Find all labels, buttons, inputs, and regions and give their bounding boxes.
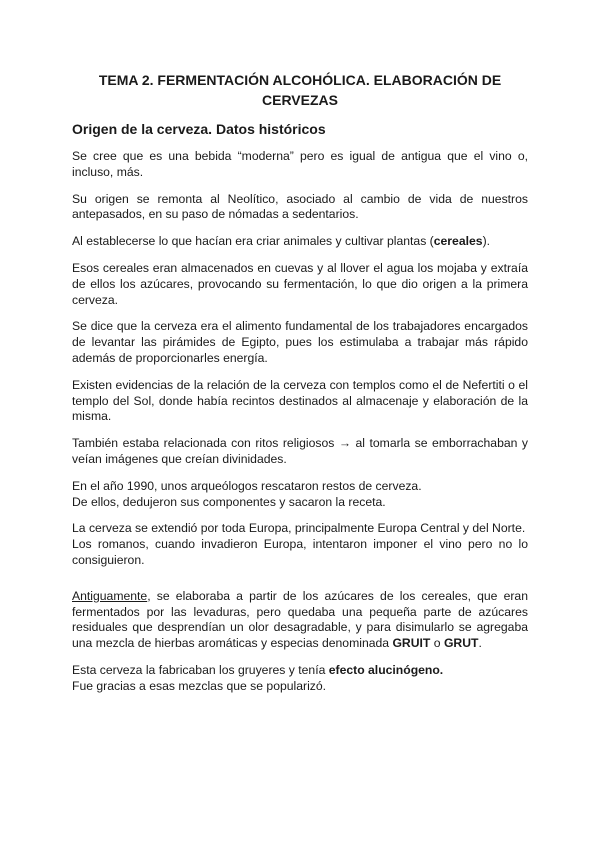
paragraph-11 (72, 663, 528, 695)
paragraph-10-mid: o (430, 636, 444, 651)
paragraph-2: Su origen se remonta al Neolítico, asociado al cambio de vida de nuestros antepasados, en su paso de nómadas a sedentarios. (72, 191, 528, 222)
paragraph-7: También estaba relacionada con ritos religiosos → al tomarla se emborrachaban y veían imágenes que creían divinidades. (72, 436, 528, 466)
document-title: TEMA 2. FERMENTACIÓN ALCOHÓLICA. ELABORACIÓN DE CERVEZAS (98, 72, 502, 108)
paragraph-10-bold-grut: GRUT (443, 636, 479, 651)
paragraph-8-line-1: En el año 1990, unos arqueólogos rescataron restos de cerveza. (72, 478, 422, 493)
paragraph-5: Se dice que la cerveza era el alimento fundamental de los trabajadores encargados de levantar las pirámides de Egipto, pues los estimulaba a trabajar más rápido además de proporcionarles energía. (72, 319, 528, 365)
paragraph-10-bold-gruit: GRUIT (392, 636, 431, 651)
paragraph-3-bold: cereales (433, 234, 483, 249)
paragraph-8 (72, 479, 528, 511)
section-heading: Origen de la cerveza. Datos históricos (72, 121, 326, 137)
paragraph-9-line-1: La cerveza se extendió por toda Europa, principalmente Europa Central y del Norte. (72, 521, 526, 536)
paragraph-3 (72, 234, 528, 250)
paragraph-8-line-2: De ellos, dedujeron sus componentes y sacaron la receta. (72, 494, 386, 509)
paragraph-6: Existen evidencias de la relación de la cerveza con templos como el de Nefertiti o el templo del Sol, donde había recintos destinados al almacenaje y elaboración de la misma. (72, 377, 528, 424)
paragraph-3-text: Al establecerse lo que hacían era criar animales y cultivar plantas ( (72, 234, 434, 249)
paragraph-9-line-2: Los romanos, cuando invadieron Europa, intentaron imponer el vino pero no lo consiguieron. (72, 537, 528, 567)
paragraph-11-line-2: Fue gracias a esas mezclas que se popularizó. (72, 678, 327, 693)
paragraph-1: Se cree que es una bebida “moderna” pero es igual de antigua que el vino o, incluso, más. (72, 149, 528, 179)
paragraph-11-text: Esta cerveza la fabricaban los gruyeres y tenía (72, 662, 329, 677)
paragraph-9 (72, 521, 528, 568)
paragraph-10-end: . (478, 636, 482, 651)
paragraph-4: Esos cereales eran almacenados en cuevas y al llover el agua los mojaba y extraía de ellos los azúcares, provocando su fermentación, lo que dio origen a la primera cerveza. (72, 260, 528, 307)
paragraph-10-underlined: Antiguamente (72, 588, 148, 603)
paragraph-10-text: , se elaboraba a partir de los azúcares de los cereales, que eran fermentados por las levaduras, pero quedaba una pequeña parte de azúcares residuales que desprendían un olor desagradable, y para disimularlo se agregaba una mezcla de hierbas aromáticas y especias denominada (72, 588, 528, 651)
paragraph-10 (72, 589, 528, 652)
paragraph-11-bold: efecto alucinógeno. (328, 662, 444, 677)
paragraph-3-end: ). (482, 234, 491, 249)
